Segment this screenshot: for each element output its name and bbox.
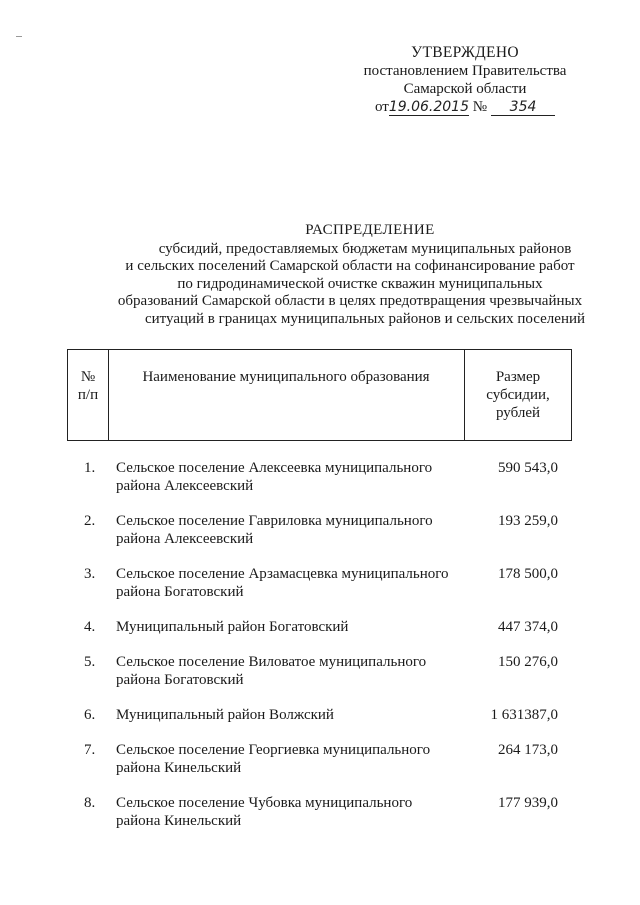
row-name: Муниципальный район Волжский	[116, 707, 334, 723]
column-divider	[108, 350, 109, 440]
number-prefix: №	[472, 99, 488, 115]
document-title	[90, 222, 620, 328]
approval-line-1: постановлением Правительства	[363, 63, 567, 79]
row-number: 1.	[84, 460, 96, 476]
approval-line-2: Самарской области	[403, 81, 527, 97]
title-line: образований Самарской области в целях предотвращения чрезвычайных	[117, 293, 583, 309]
row-number: 3.	[84, 566, 96, 582]
row-name: Сельское поселение Чубовка муниципального района Кинельский	[116, 795, 413, 829]
header-number: № п/п	[77, 369, 99, 403]
row-number: 2.	[84, 513, 96, 529]
margin-mark	[16, 36, 22, 37]
row-number: 6.	[84, 707, 96, 723]
row-number: 7.	[84, 742, 96, 758]
row-amount: 150 276,0	[498, 654, 558, 670]
header-amount: Размер субсидии, рублей	[486, 369, 550, 421]
row-amount: 590 543,0	[498, 460, 558, 476]
row-name: Сельское поселение Георгиевка муниципального района Кинельский	[116, 742, 431, 776]
title-heading: РАСПРЕДЕЛЕНИЕ	[305, 222, 435, 238]
row-amount: 193 259,0	[498, 513, 558, 529]
approval-heading: УТВЕРЖДЕНО	[411, 44, 519, 61]
title-line: и сельских поселений Самарской области на софинансирование работ	[125, 258, 575, 274]
row-name: Сельское поселение Арзамасцевка муниципального района Богатовский	[116, 566, 449, 600]
row-amount: 447 374,0	[498, 619, 558, 635]
title-line: субсидий, предоставляемых бюджетам муниципальных районов	[158, 240, 572, 257]
row-number: 8.	[84, 795, 96, 811]
table-header	[67, 349, 572, 441]
row-number: 5.	[84, 654, 96, 670]
row-name: Сельское поселение Гавриловка муниципального района Алексеевский	[116, 513, 433, 547]
approval-block	[330, 44, 600, 116]
row-amount: 178 500,0	[498, 566, 558, 582]
row-name: Муниципальный район Богатовский	[116, 619, 349, 635]
header-name: Наименование муниципального образования	[142, 369, 430, 385]
row-name: Сельское поселение Алексеевка муниципального района Алексеевский	[116, 460, 433, 494]
row-amount: 264 173,0	[498, 742, 558, 758]
title-line: по гидродинамической очистке скважин муниципальных	[177, 275, 543, 292]
title-line: ситуаций в границах муниципальных районов и сельских поселений	[144, 310, 586, 327]
row-number: 4.	[84, 619, 96, 635]
row-name: Сельское поселение Виловатое муниципального района Богатовский	[116, 654, 427, 688]
handwritten-date: 19.06.2015	[388, 99, 469, 115]
handwritten-number: 354	[491, 99, 555, 116]
row-amount: 1 631387,0	[490, 707, 558, 723]
approval-date-line	[330, 98, 600, 116]
row-amount: 177 939,0	[498, 795, 558, 811]
date-prefix: от	[374, 99, 389, 115]
